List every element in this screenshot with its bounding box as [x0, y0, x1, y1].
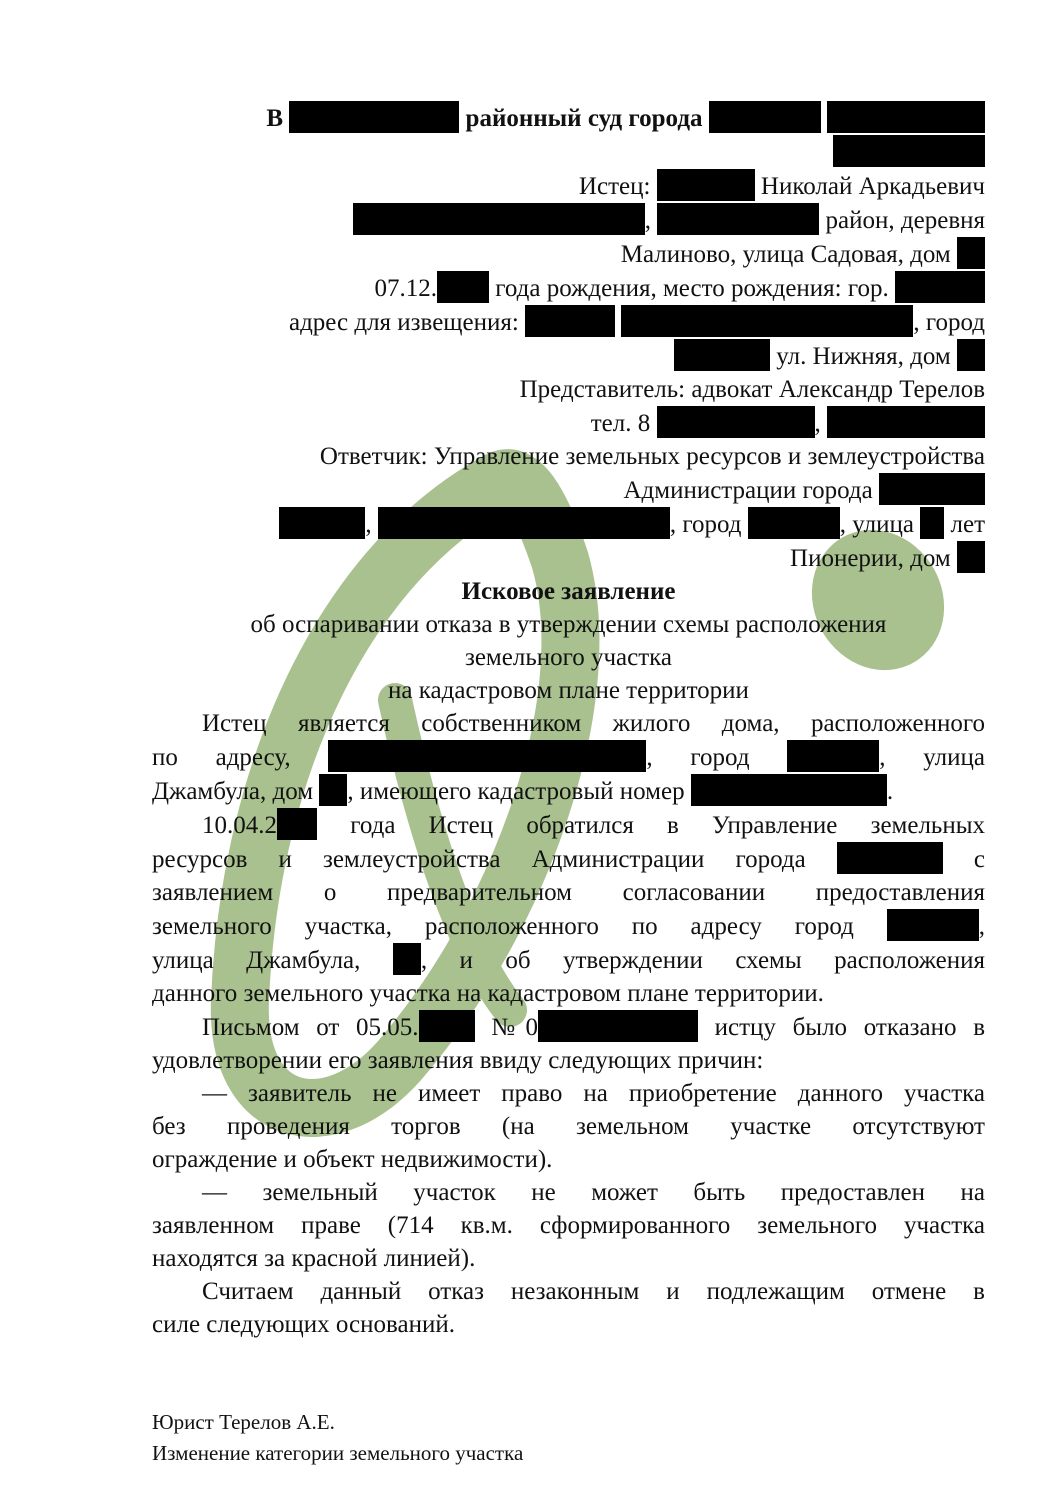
footer-author: Юрист Терелов А.Е.	[152, 1410, 335, 1434]
document-subtitle-2: земельного участка	[464, 644, 673, 671]
body-line	[152, 1010, 985, 1044]
body-line: удовлетворении его заявления ввиду следующих причин:	[152, 1047, 764, 1074]
body-text: по адресу,	[152, 744, 291, 771]
body-line: — земельный участок не может быть предоставлен на	[202, 1179, 985, 1206]
body-line: ограждение и объект недвижимости).	[152, 1146, 553, 1173]
body-line: Истец является собственником жилого дома, расположенного	[202, 710, 985, 737]
representative-line	[152, 373, 985, 406]
footer-topic: Изменение категории земельного участка	[152, 1441, 524, 1465]
redaction-block	[279, 507, 365, 539]
court-line-2	[152, 135, 985, 169]
redaction-block	[657, 169, 755, 201]
notice-label: адрес для извещения:	[288, 309, 519, 336]
defendant-house-line	[152, 541, 985, 575]
redaction-block	[920, 507, 944, 539]
body-text: года Истец обратился в Управление земельных	[350, 812, 986, 839]
document-subtitle-3: на кадастровом плане территории	[388, 677, 749, 704]
body-text: .	[886, 778, 894, 805]
redaction-block	[895, 271, 985, 303]
document-subtitle-1: об оспаривании отказа в утверждении схемы расположения	[250, 611, 887, 638]
redaction-block	[674, 339, 770, 371]
court-prefix: В	[266, 105, 284, 132]
body-text: №0	[491, 1014, 538, 1041]
body-line: находятся за красной линией).	[152, 1245, 476, 1272]
plaintiff-line	[152, 169, 985, 203]
redaction-block	[378, 507, 670, 539]
plaintiff-address-line: , район, деревня	[152, 203, 985, 237]
body-text: , улица	[879, 744, 986, 771]
body-line	[152, 842, 985, 876]
body-text: , имеющего кадастровый номер	[347, 778, 685, 805]
redaction-block	[957, 541, 985, 573]
notice-city-text: , город	[913, 309, 985, 336]
body-line	[152, 808, 985, 842]
redaction-block	[709, 101, 821, 133]
redaction-block	[657, 203, 819, 235]
body-line	[152, 943, 985, 977]
plaintiff-label: Истец:	[578, 173, 651, 200]
body-line	[152, 774, 985, 808]
defendant-text: Ответчик: Управление земельных ресурсов и землеустройства	[319, 443, 985, 470]
redaction-block	[837, 842, 943, 874]
redaction-block	[787, 740, 879, 772]
body-line: без проведения торгов (на земельном участке отсутствуют	[152, 1113, 985, 1140]
body-text: ресурсов и землеустройства Администрации города	[152, 846, 806, 873]
representative-text: Представитель: адвокат Александр Терелов	[519, 376, 985, 403]
body-text: , город	[646, 744, 750, 771]
address-line-text: Малиново, улица Садовая, дом	[620, 241, 951, 268]
body-text: ,	[978, 913, 985, 940]
district-village-text: район, деревня	[825, 207, 985, 234]
redaction-block	[437, 271, 489, 303]
notice-street-line	[152, 339, 985, 373]
redaction-block	[657, 406, 815, 438]
body-text: Джамбула, дом	[152, 778, 314, 805]
redaction-block	[538, 1010, 698, 1042]
defendant-line	[152, 440, 985, 473]
defendant-house-text: Пионерии, дом	[790, 545, 951, 572]
redaction-block	[957, 237, 985, 269]
redaction-block	[833, 135, 985, 167]
defendant-years-text: лет	[950, 511, 985, 538]
plaintiff-street-line	[152, 237, 985, 271]
redaction-block	[748, 507, 840, 539]
body-line: заявлением о предварительном согласовании предоставления	[152, 879, 985, 906]
birth-date-text: 07.12.	[374, 275, 438, 302]
notice-street-text: ул. Нижняя, дом	[776, 343, 951, 370]
redaction-block	[887, 909, 979, 941]
defendant-admin-line	[152, 473, 985, 507]
redaction-block	[289, 101, 459, 133]
body-text: улица Джамбула,	[152, 947, 361, 974]
redaction-block	[621, 305, 913, 337]
notice-address-line	[152, 305, 985, 339]
phone-prefix: тел. 8	[590, 410, 651, 437]
redaction-block	[277, 808, 317, 840]
body-text: Письмом от 05.05.	[202, 1014, 419, 1041]
redaction-block	[827, 406, 985, 438]
birth-place-text: года рождения, место рождения: гор.	[495, 275, 889, 302]
defendant-street-text: , улица	[839, 511, 914, 538]
redaction-block	[319, 774, 347, 806]
redaction-block	[879, 473, 985, 505]
defendant-city-text: , город	[669, 511, 742, 538]
redaction-block	[393, 943, 421, 975]
body-text: 10.04.2	[202, 812, 277, 839]
defendant-admin-text: Администрации города	[623, 477, 873, 504]
document-content	[152, 101, 985, 1469]
redaction-block	[328, 740, 646, 772]
plaintiff-name: Николай Аркадьевич	[760, 173, 985, 200]
body-text: истцу было отказано в	[714, 1014, 985, 1041]
redaction-block	[691, 774, 887, 806]
court-name-text: районный суд города	[465, 105, 703, 132]
body-line: силе следующих оснований.	[152, 1311, 455, 1338]
redaction-block	[419, 1010, 475, 1042]
body-line: данного земельного участка на кадастровом плане территории.	[152, 980, 824, 1007]
redaction-block	[525, 305, 615, 337]
redaction-block	[827, 101, 985, 133]
redaction-block	[353, 203, 645, 235]
document-title: Исковое заявление	[461, 578, 676, 605]
body-line: заявленном праве (714 кв.м. сформированного земельного участка	[152, 1212, 985, 1239]
redaction-block	[957, 339, 985, 371]
body-line	[152, 740, 985, 774]
body-line: Считаем данный отказ незаконным и подлежащим отмене в	[202, 1278, 985, 1305]
body-text: , и об утверждении схемы расположения	[420, 947, 985, 974]
body-text: с	[973, 846, 985, 873]
phone-line: тел. 8 ,	[152, 406, 985, 440]
body-text: земельного участка, расположенного по адресу город	[152, 913, 854, 940]
defendant-address-line: , , город , улица лет	[152, 507, 985, 541]
birth-line	[152, 271, 985, 305]
body-line: — заявитель не имеет право на приобретение данного участка	[202, 1080, 985, 1107]
court-line	[152, 101, 985, 135]
body-line	[152, 909, 985, 943]
